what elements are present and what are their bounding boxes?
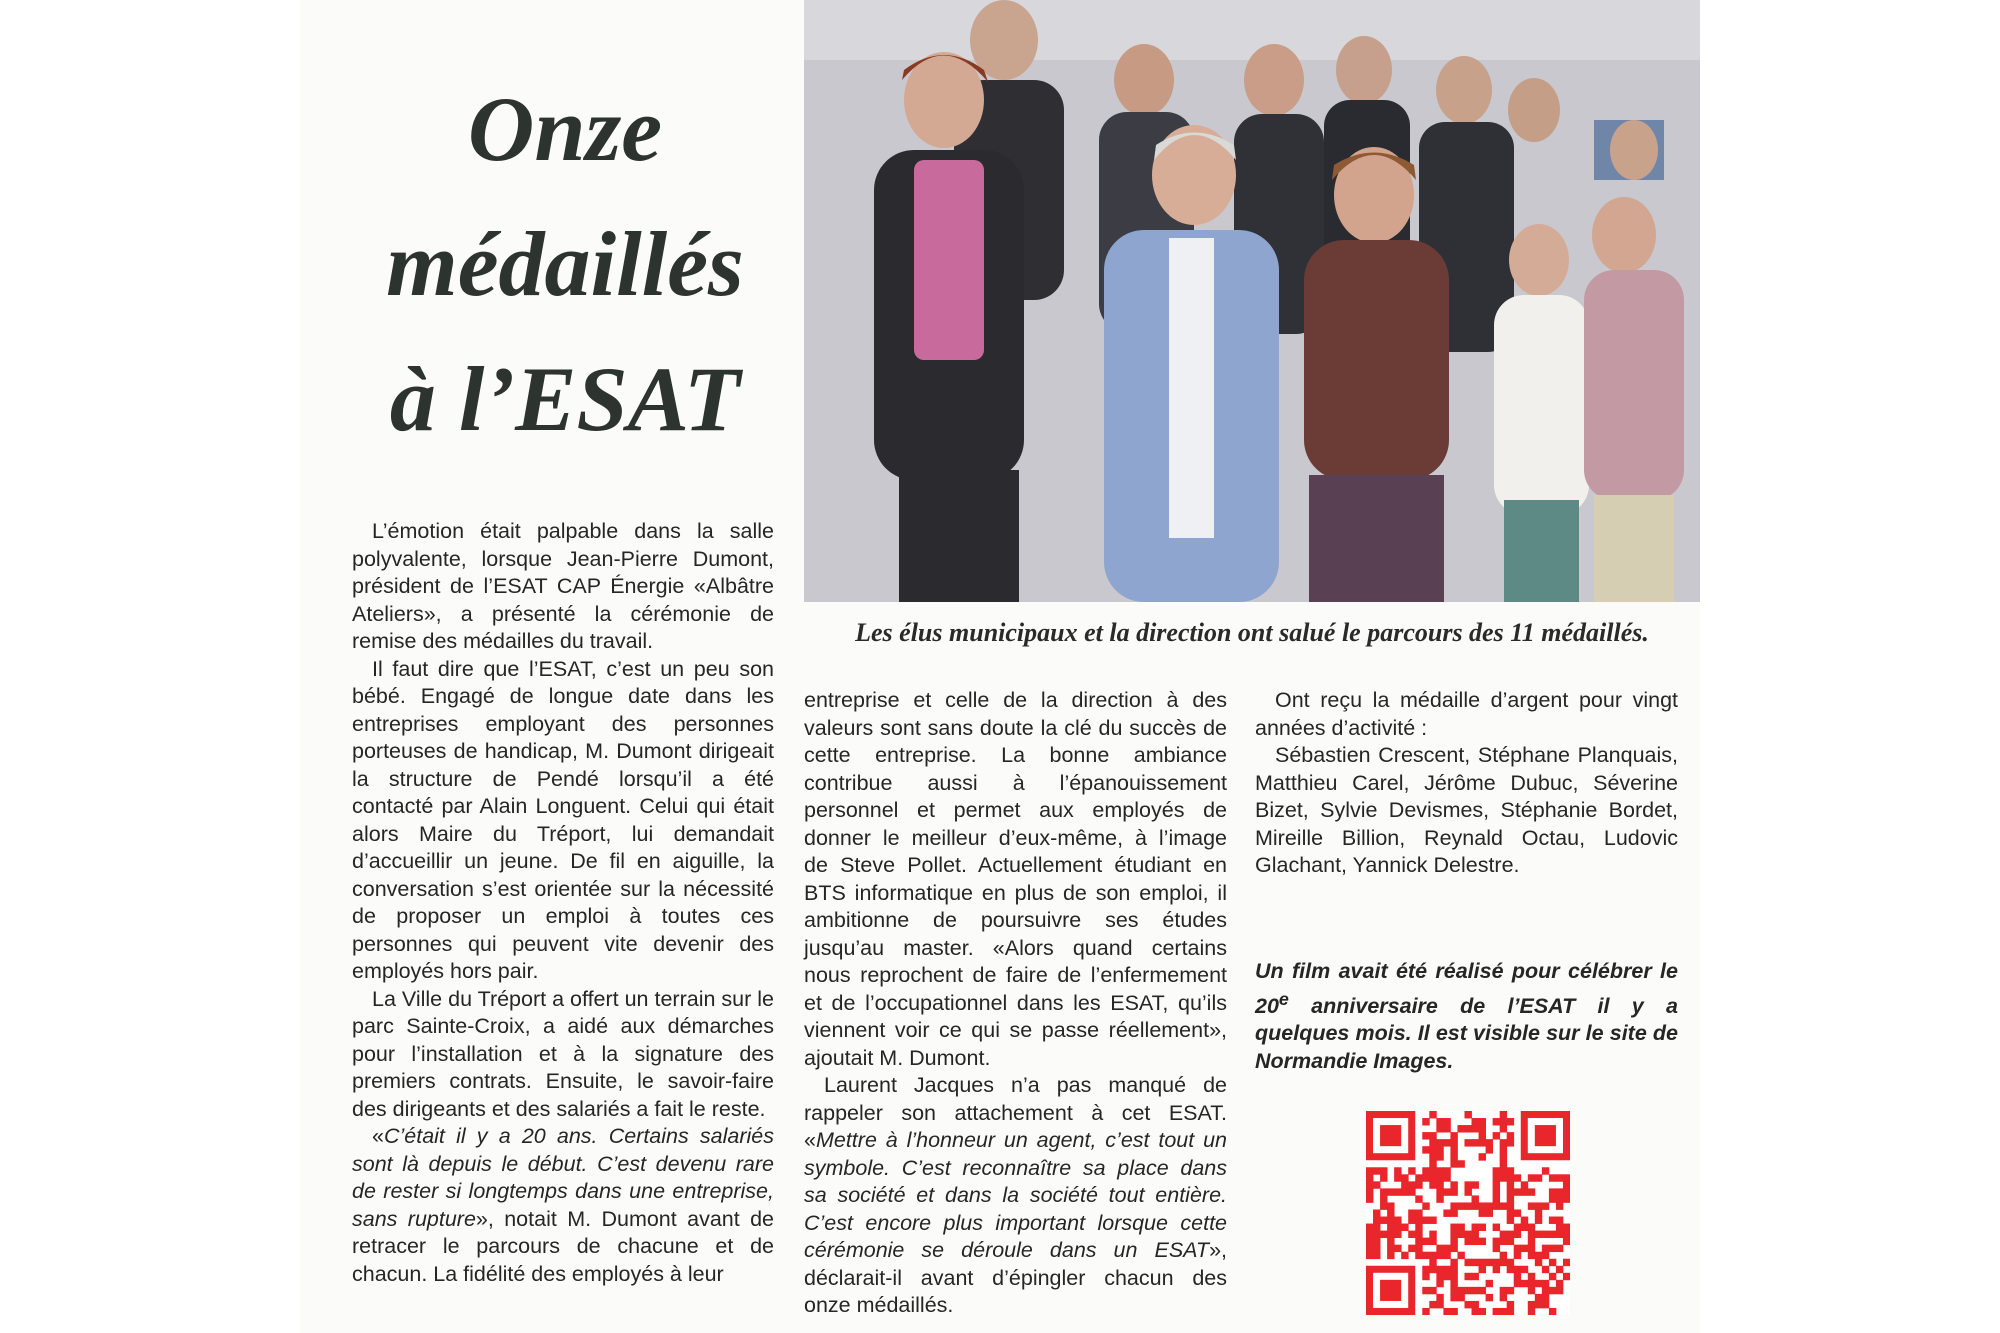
title-line-2: médaillés [386, 213, 744, 315]
paragraph-text: », déclarait-il avant d’épingler chacun des onze médaillés. [804, 1238, 1227, 1317]
medal-recipients: Sébastien Crescent, Stéphane Planquais, Matthieu Carel, Jérôme Dubuc, Séverine Bizet, Sylvie Devismes, Stéphanie Bordet, Mireille Billion, Reynald Octau, Ludovic Glachant, Yannick Delestre. [1255, 743, 1678, 877]
group-photo-illustration [804, 0, 1700, 602]
paragraph: Il faut dire que l’ESAT, c’est un peu son bébé. Engagé de longue date dans les entreprises employant des personnes porteuses de handicap, M. Dumont dirigeait la structure de Pendé lorsqu’il a été contacté par Alain Longuent. Celui qui était alors Maire du Tréport, lui demandait d’accueillir un jeune. De fil en aiguille, la conversation s’est orientée sur la nécessité de proposer un emploi à toutes ces personnes qui peuvent vite devenir des employés hors pair. [352, 656, 774, 983]
qr-code-icon [1366, 1111, 1570, 1315]
group-photo [804, 0, 1700, 602]
promo-sup: e [1278, 988, 1289, 1009]
qr-code[interactable] [1366, 1111, 1570, 1315]
paragraph: entreprise et celle de la direction à des valeurs sont sans doute la clé du succès de cette entreprise. La bonne ambiance contribue aussi à l’épanouissement personnel et permet aux employés de donner le meilleur d’eux-même, à l’image de Steve Pollet. Actuellement étudiant en BTS informatique en plus de son emploi, il ambitionne de poursuivre ses études jusqu’au master. «Alors quand certains nous reprochent de faire de l’enfermement et de l’occupationnel dans les ESAT, qu’ils viennent voir ce qui se passe réellement», ajoutait M. Dumont. [804, 688, 1227, 1070]
paragraph-text: », notait M. Dumont avant de retracer le parcours de chacune et de chacun. La fidélité des employés à leur [352, 1206, 774, 1286]
article-column-3 [1255, 687, 1678, 880]
promo-text: anniversaire de l’ESAT il y a quelques mois. Il est visible sur le site de Normandie Images. [1255, 993, 1678, 1073]
paragraph [804, 1072, 1227, 1320]
paragraph: L’émotion était palpable dans la salle polyvalente, lorsque Jean-Pierre Dumont, président de l’ESAT CAP Énergie «Albâtre Ateliers», a présenté la cérémonie de remise des médailles du travail. [352, 519, 774, 653]
quote-text: C’était il y a 20 ans. Certains salariés sont là depuis le début. C’est devenu rare de rester si longtemps dans une entreprise, sans rupture [352, 1124, 774, 1231]
promo-text: Un film avait été réalisé pour célébrer le 20 [1255, 959, 1678, 1018]
photo-caption: Les élus municipaux et la direction ont salué le parcours des 11 médaillés. [855, 618, 1649, 647]
article-column-2 [804, 687, 1227, 1320]
title-line-1: Onze [467, 78, 663, 180]
quote-text: Mettre à l’honneur un agent, c’est tout un symbole. C’est reconnaître sa place dans sa société et dans la société tout entière. C’est encore plus important lorsque cette cérémonie se déroule dans un ESAT [804, 1128, 1227, 1262]
article-column-1 [352, 518, 774, 1288]
title-line-3: à l’ESAT [389, 348, 741, 450]
paragraph-text: Laurent Jacques n’a pas manqué de rappeler son attachement à cet ESAT. « [804, 1073, 1227, 1152]
quote-open: « [372, 1124, 384, 1148]
paragraph: Ont reçu la médaille d’argent pour vingt années d’activité : [1255, 688, 1678, 740]
film-promo [1255, 958, 1678, 1075]
paragraph [352, 1123, 774, 1288]
article-title [330, 62, 800, 467]
paragraph: La Ville du Tréport a offert un terrain sur le parc Sainte-Croix, a aidé aux démarches pour l’installation et à la signature des premiers contrats. Ensuite, le savoir-faire des dirigeants et des salariés a fait le reste. [352, 986, 774, 1121]
